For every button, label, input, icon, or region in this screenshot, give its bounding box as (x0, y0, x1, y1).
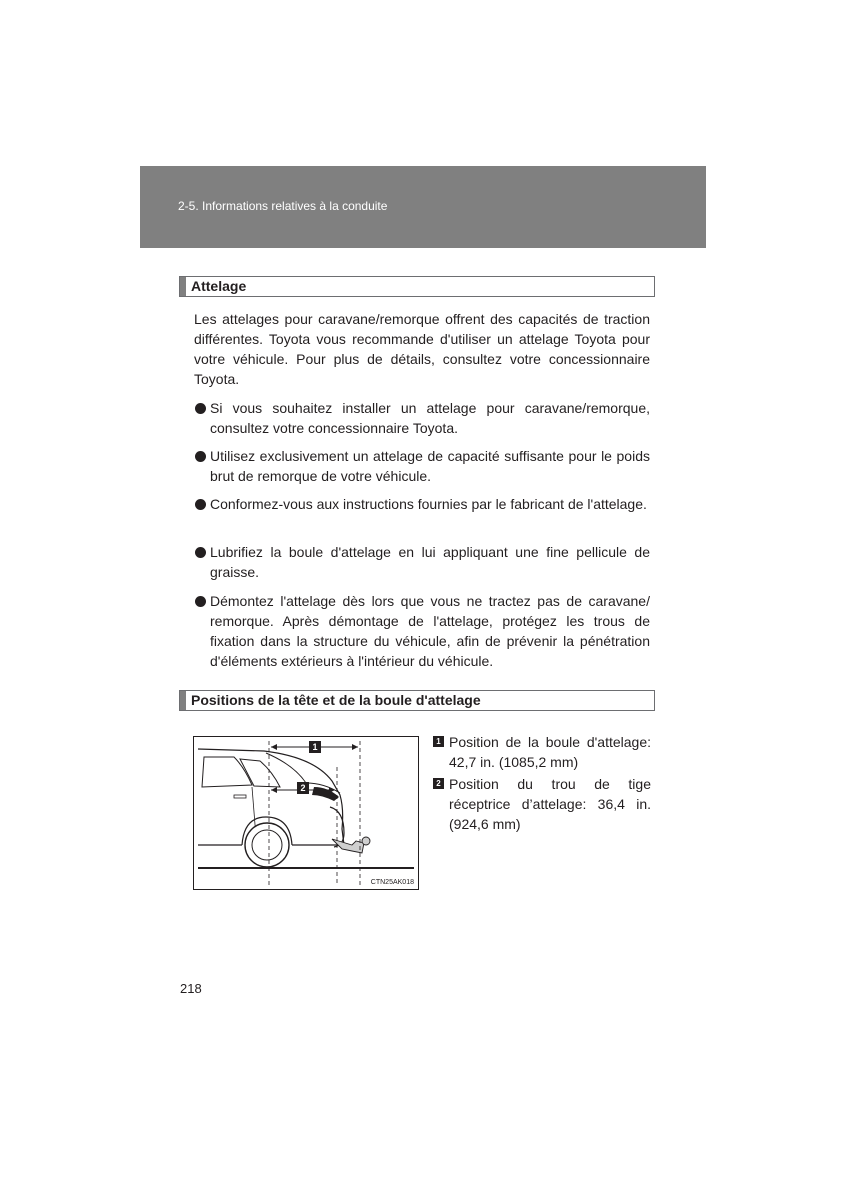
bullet-item (194, 591, 650, 671)
section-heading-attelage (179, 276, 655, 297)
heading-bar (180, 691, 186, 710)
legend-text: Position de la boule d'attelage: 42,7 in. (1085,2 mm) (449, 734, 651, 770)
hitch-position-figure (193, 736, 419, 890)
legend-number: 1 (433, 736, 444, 747)
bullet-text: Démontez l'attelage dès lors que vous ne tractez pas de caravane/ remorque. Après démontage de l'attelage, protégez les trous de fixation dans la structure du véhicule, afin de prévenir la pénétration d'éléments extérieurs à l'intérieur du véhicule. (210, 593, 650, 669)
svg-text:2: 2 (300, 783, 306, 793)
bullet-item (194, 398, 650, 438)
bullet-icon (195, 547, 206, 558)
heading-bar (180, 277, 186, 296)
bullet-text: Utilisez exclusivement un attelage de capacité suffisante pour le poids brut de remorque de votre véhicule. (210, 448, 650, 484)
section-title: Attelage (191, 278, 247, 294)
callout-2 (297, 782, 309, 794)
figure-code: CTN25AK018 (370, 879, 414, 886)
svg-text:1: 1 (312, 742, 318, 752)
bullet-item (194, 446, 650, 486)
bullet-icon (195, 403, 206, 414)
bullet-text: Si vous souhaitez installer un attelage pour caravane/remorque, consultez votre concessionnaire Toyota. (210, 400, 650, 436)
intro-paragraph: Les attelages pour caravane/remorque offrent des capacités de traction différentes. Toyota vous recommande d'utiliser un attelage Toyota pour votre véhicule. Pour plus de détails, consultez votre concessionnaire Toyota. (194, 311, 650, 387)
page-number: 218 (180, 981, 202, 996)
bullet-icon (195, 451, 206, 462)
legend-number: 2 (433, 778, 444, 789)
section-path: 2-5. Informations relatives à la conduite (178, 199, 388, 213)
car-rear-illustration (194, 737, 418, 889)
callout-1 (309, 741, 321, 753)
bullet-icon (195, 596, 206, 607)
section-heading-positions (179, 690, 655, 711)
header-band (140, 166, 706, 248)
bullet-text: Conformez-vous aux instructions fournies par le fabricant de l'attelage. (210, 496, 647, 512)
legend-item (433, 774, 651, 834)
bullet-icon (195, 499, 206, 510)
bullet-item (194, 494, 650, 514)
legend-item (433, 732, 651, 772)
bullet-item (194, 542, 650, 582)
bullet-text: Lubrifiez la boule d'attelage en lui appliquant une fine pellicule de graisse. (210, 544, 650, 580)
section-title: Positions de la tête et de la boule d'attelage (191, 692, 481, 708)
legend-text: Position du trou de tige réceptrice d’attelage: 36,4 in. (924,6 mm) (449, 776, 651, 832)
